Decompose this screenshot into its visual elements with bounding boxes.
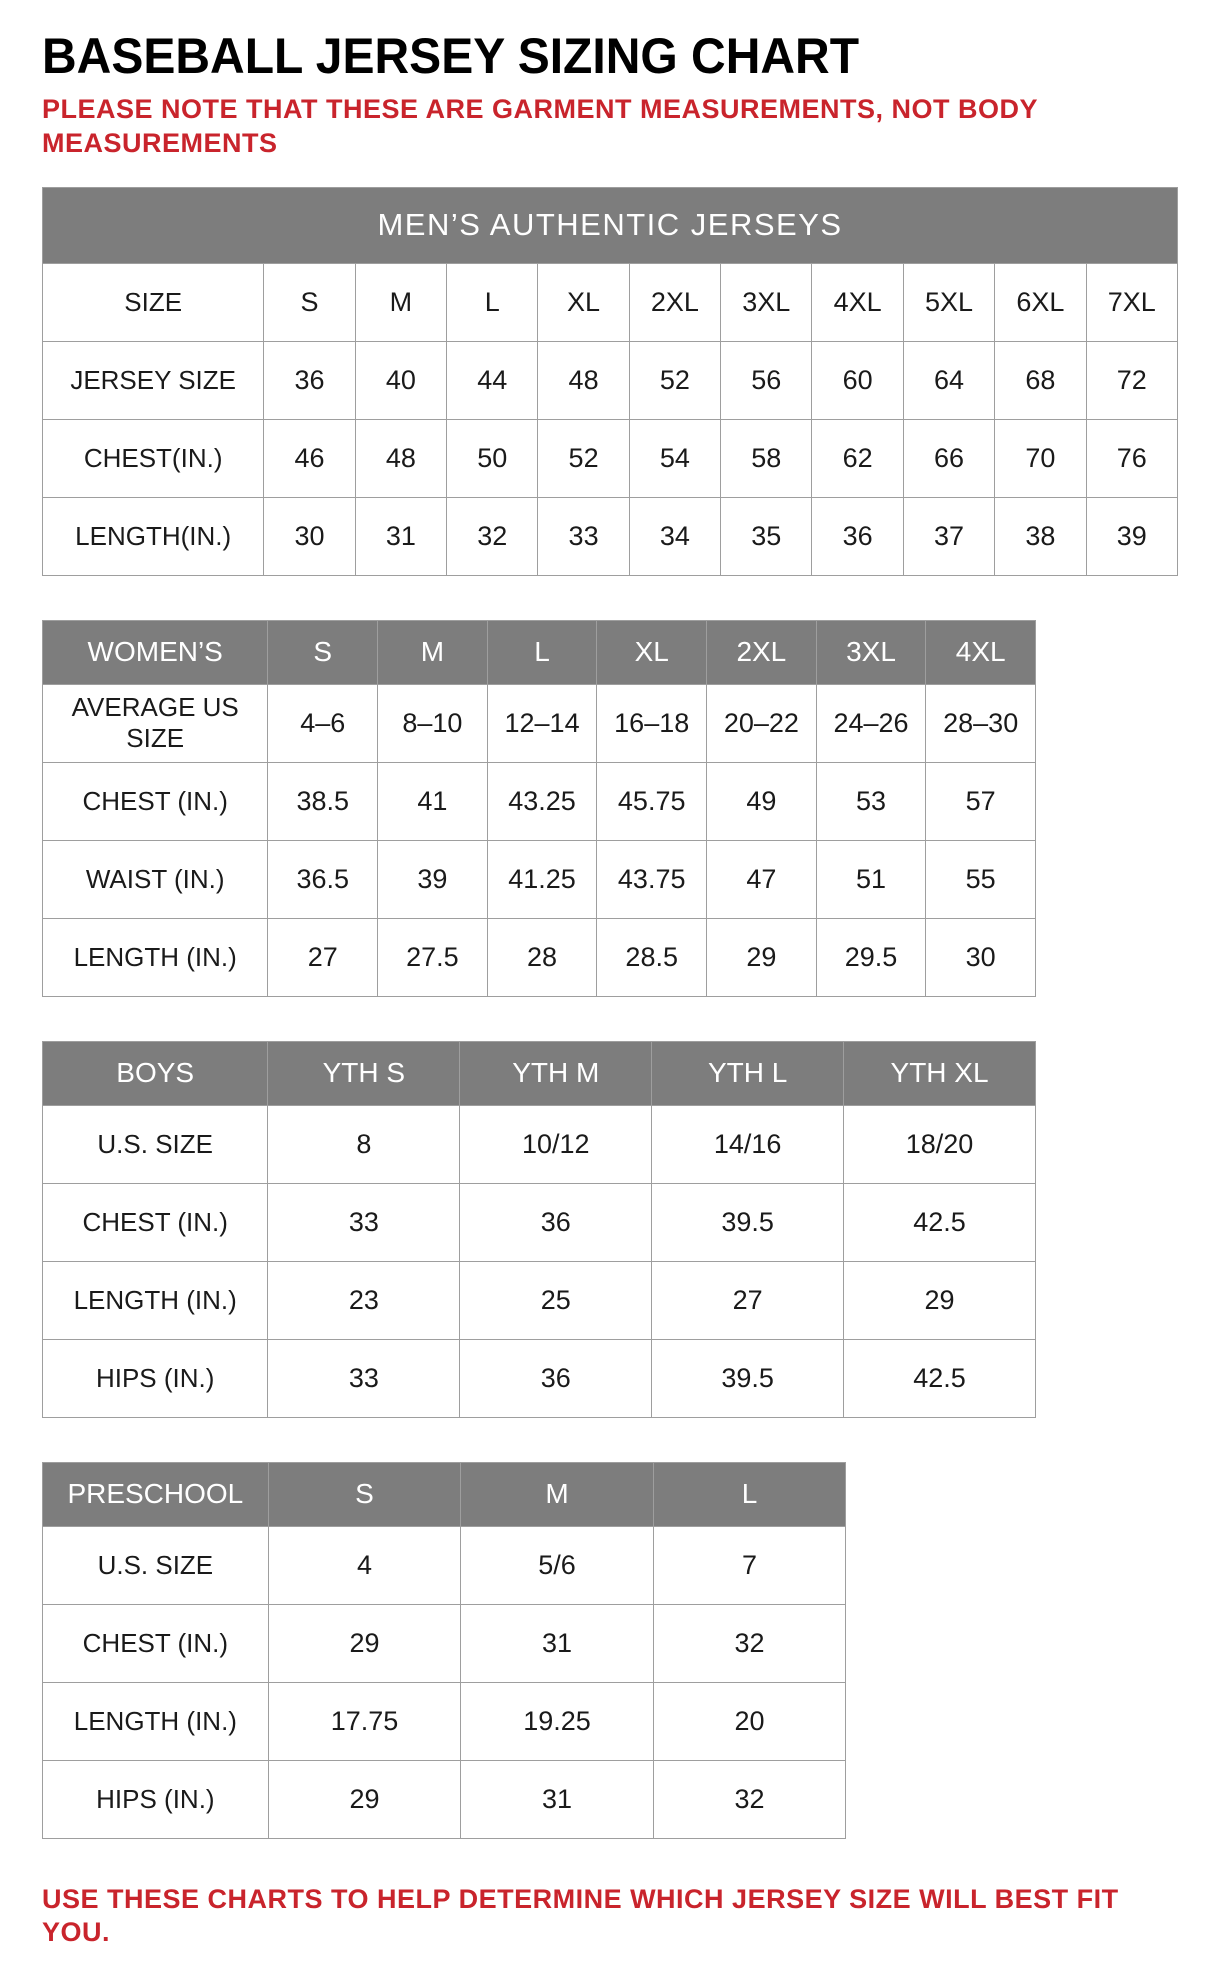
cell-value: 40 [355, 341, 446, 419]
table-header-row [43, 620, 1036, 684]
cell-value: 14/16 [652, 1105, 844, 1183]
row-label: WAIST (IN.) [43, 840, 268, 918]
cell-value: 55 [926, 840, 1036, 918]
cell-value: 5XL [903, 263, 994, 341]
cell-value: 66 [903, 419, 994, 497]
row-label: AVERAGE US SIZE [43, 684, 268, 762]
column-header: YTH M [460, 1041, 652, 1105]
cell-value: 52 [538, 419, 629, 497]
table-row [43, 762, 1036, 840]
table-header-row [43, 1462, 846, 1526]
cell-value: 43.25 [487, 762, 597, 840]
cell-value: 58 [721, 419, 812, 497]
cell-value: 10/12 [460, 1105, 652, 1183]
cell-value: 27 [268, 918, 378, 996]
cell-value: 36 [460, 1339, 652, 1417]
cell-value: 16–18 [597, 684, 707, 762]
cell-value: 33 [268, 1339, 460, 1417]
cell-value: 36.5 [268, 840, 378, 918]
cell-value: L [447, 263, 538, 341]
tables-container [42, 187, 1178, 1839]
cell-value: 28 [487, 918, 597, 996]
page-title: BASEBALL JERSEY SIZING CHART [42, 29, 860, 85]
cell-value: 43.75 [597, 840, 707, 918]
cell-value: 32 [653, 1604, 846, 1682]
cell-value: 30 [264, 497, 355, 575]
cell-value: 32 [653, 1760, 846, 1838]
table-corner-label: WOMEN’S [43, 620, 268, 684]
row-label: SIZE [43, 263, 264, 341]
column-header: 4XL [926, 620, 1036, 684]
column-header: M [461, 1462, 654, 1526]
cell-value: 29 [268, 1604, 461, 1682]
table-row [43, 1682, 846, 1760]
row-label: LENGTH (IN.) [43, 918, 268, 996]
column-header: YTH S [268, 1041, 460, 1105]
cell-value: 20 [653, 1682, 846, 1760]
cell-value: S [264, 263, 355, 341]
cell-value: 28.5 [597, 918, 707, 996]
cell-value: 27 [652, 1261, 844, 1339]
column-header: S [268, 620, 378, 684]
table-row [43, 1339, 1036, 1417]
column-header: 2XL [707, 620, 817, 684]
cell-value: 38 [995, 497, 1086, 575]
cell-value: 76 [1086, 419, 1177, 497]
cell-value: 47 [707, 840, 817, 918]
cell-value: 48 [355, 419, 446, 497]
sizing-table-preschool [42, 1462, 846, 1839]
table-row [43, 341, 1178, 419]
row-label: LENGTH(IN.) [43, 497, 264, 575]
cell-value: 70 [995, 419, 1086, 497]
table-row [43, 1604, 846, 1682]
cell-value: 5/6 [461, 1526, 654, 1604]
cell-value: 35 [721, 497, 812, 575]
row-label: CHEST (IN.) [43, 1604, 269, 1682]
cell-value: 18/20 [844, 1105, 1036, 1183]
cell-value: 28–30 [926, 684, 1036, 762]
table-row [43, 684, 1036, 762]
cell-value: 39.5 [652, 1183, 844, 1261]
column-header: XL [597, 620, 707, 684]
cell-value: 39 [1086, 497, 1177, 575]
cell-value: 62 [812, 419, 903, 497]
cell-value: 30 [926, 918, 1036, 996]
table-row [43, 918, 1036, 996]
cell-value: 52 [629, 341, 720, 419]
cell-value: 38.5 [268, 762, 378, 840]
cell-value: 4 [268, 1526, 461, 1604]
row-label: JERSEY SIZE [43, 341, 264, 419]
cell-value: 19.25 [461, 1682, 654, 1760]
table-corner-label: PRESCHOOL [43, 1462, 269, 1526]
cell-value: 29 [844, 1261, 1036, 1339]
column-header: YTH L [652, 1041, 844, 1105]
cell-value: 34 [629, 497, 720, 575]
cell-value: 49 [707, 762, 817, 840]
cell-value: 8–10 [378, 684, 488, 762]
cell-value: 42.5 [844, 1183, 1036, 1261]
table-row [43, 1183, 1036, 1261]
cell-value: 20–22 [707, 684, 817, 762]
cell-value: 33 [538, 497, 629, 575]
column-header: S [268, 1462, 461, 1526]
table-row [43, 1760, 846, 1838]
column-header: L [653, 1462, 846, 1526]
row-label: CHEST (IN.) [43, 762, 268, 840]
cell-value: 36 [264, 341, 355, 419]
sizing-table-mens [42, 187, 1178, 576]
column-header: L [487, 620, 597, 684]
cell-value: 64 [903, 341, 994, 419]
garment-measurements-note: PLEASE NOTE THAT THESE ARE GARMENT MEASUREMENTS, NOT BODY MEASUREMENTS [42, 94, 1038, 158]
cell-value: 46 [264, 419, 355, 497]
cell-value: 31 [461, 1760, 654, 1838]
cell-value: 68 [995, 341, 1086, 419]
cell-value: 39.5 [652, 1339, 844, 1417]
cell-value: 56 [721, 341, 812, 419]
row-label: CHEST(IN.) [43, 419, 264, 497]
cell-value: 32 [447, 497, 538, 575]
sizing-table-boys [42, 1041, 1036, 1418]
cell-value: 31 [461, 1604, 654, 1682]
cell-value: 60 [812, 341, 903, 419]
column-header: M [378, 620, 488, 684]
cell-value: 45.75 [597, 762, 707, 840]
table-row [43, 1261, 1036, 1339]
cell-value: 57 [926, 762, 1036, 840]
cell-value: 41 [378, 762, 488, 840]
cell-value: 12–14 [487, 684, 597, 762]
cell-value: 51 [816, 840, 926, 918]
cell-value: 29 [268, 1760, 461, 1838]
cell-value: 25 [460, 1261, 652, 1339]
table-row [43, 840, 1036, 918]
cell-value: 72 [1086, 341, 1177, 419]
cell-value: 53 [816, 762, 926, 840]
cell-value: 37 [903, 497, 994, 575]
cell-value: 17.75 [268, 1682, 461, 1760]
fit-advice-note: USE THESE CHARTS TO HELP DETERMINE WHICH JERSEY SIZE WILL BEST FIT YOU. [42, 1883, 1119, 1948]
cell-value: 27.5 [378, 918, 488, 996]
table-row [43, 263, 1178, 341]
cell-value: 31 [355, 497, 446, 575]
cell-value: 7 [653, 1526, 846, 1604]
cell-value: 29 [707, 918, 817, 996]
table-row [43, 497, 1178, 575]
cell-value: 23 [268, 1261, 460, 1339]
cell-value: 2XL [629, 263, 720, 341]
sizing-table-womens [42, 620, 1036, 997]
cell-value: 36 [812, 497, 903, 575]
cell-value: 8 [268, 1105, 460, 1183]
cell-value: 29.5 [816, 918, 926, 996]
cell-value: 6XL [995, 263, 1086, 341]
cell-value: 42.5 [844, 1339, 1036, 1417]
cell-value: 41.25 [487, 840, 597, 918]
table-banner-row [43, 187, 1178, 263]
cell-value: 54 [629, 419, 720, 497]
cell-value: M [355, 263, 446, 341]
cell-value: 4XL [812, 263, 903, 341]
row-label: CHEST (IN.) [43, 1183, 268, 1261]
table-row [43, 419, 1178, 497]
cell-value: 7XL [1086, 263, 1177, 341]
cell-value: 36 [460, 1183, 652, 1261]
row-label: HIPS (IN.) [43, 1339, 268, 1417]
cell-value: 4–6 [268, 684, 378, 762]
cell-value: 33 [268, 1183, 460, 1261]
column-header: YTH XL [844, 1041, 1036, 1105]
cell-value: XL [538, 263, 629, 341]
table-row [43, 1526, 846, 1604]
cell-value: 3XL [721, 263, 812, 341]
cell-value: 50 [447, 419, 538, 497]
cell-value: 24–26 [816, 684, 926, 762]
row-label: U.S. SIZE [43, 1526, 269, 1604]
cell-value: 39 [378, 840, 488, 918]
cell-value: 48 [538, 341, 629, 419]
row-label: U.S. SIZE [43, 1105, 268, 1183]
table-header-row [43, 1041, 1036, 1105]
table-corner-label: BOYS [43, 1041, 268, 1105]
row-label: LENGTH (IN.) [43, 1261, 268, 1339]
cell-value: 44 [447, 341, 538, 419]
row-label: LENGTH (IN.) [43, 1682, 269, 1760]
column-header: 3XL [816, 620, 926, 684]
row-label: HIPS (IN.) [43, 1760, 269, 1838]
table-row [43, 1105, 1036, 1183]
table-title: MEN’S AUTHENTIC JERSEYS [43, 187, 1178, 263]
